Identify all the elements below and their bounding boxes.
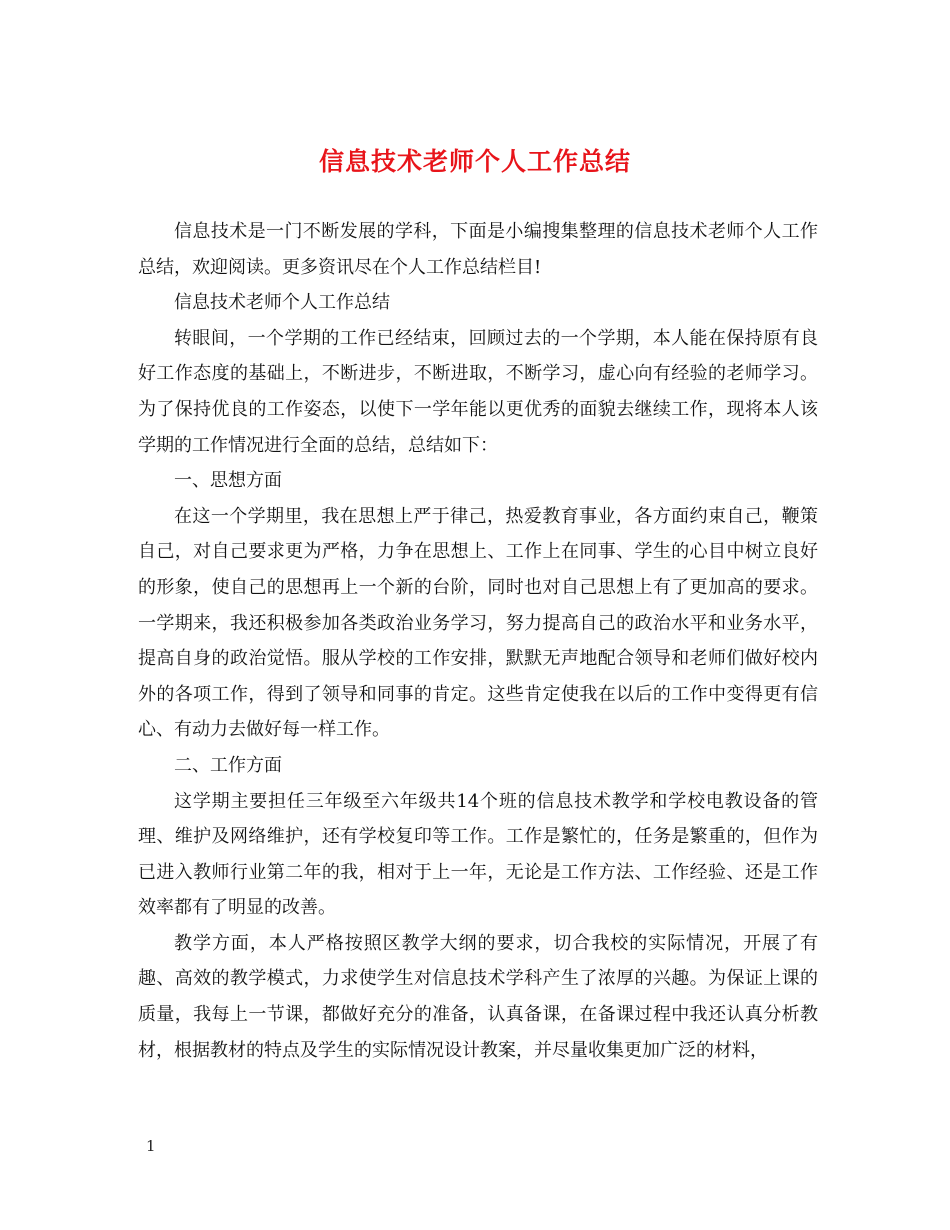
section-heading-thought: 一、思想方面 [174,470,282,492]
page-number: 1 [146,1137,156,1155]
subtitle-paragraph: 信息技术老师个人工作总结 [174,292,390,314]
work-paragraph: 这学期主要担任三年级至六年级共14个班的信息技术教学和学校电教设备的管理、维护及网络维护，还有学校复印等工作。工作是繁忙的，任务是繁重的，但作为已进入教师行业第二年的我，相对于上一年，无论是工作方法、工作经验、还是工作效率都有了明显的改善。 [138,790,818,919]
teaching-paragraph: 教学方面，本人严格按照区教学大纲的要求，切合我校的实际情况，开展了有趣、高效的教学模式，力求使学生对信息技术学科产生了浓厚的兴趣。为保证上课的质量，我每上一节课，都做好充分的准备，认真备课，在备课过程中我还认真分析教材，根据教材的特点及学生的实际情况设计教案，并尽量收集更加广泛的材料， [138,932,818,1061]
opening-paragraph: 转眼间，一个学期的工作已经结束，回顾过去的一个学期，本人能在保持原有良好工作态度的基础上，不断进步，不断进取，不断学习，虚心向有经验的老师学习。为了保持优良的工作姿态，以使下一学年能以更优秀的面貌去继续工作，现将本人该学期的工作情况进行全面的总结，总结如下： [138,327,818,456]
page-title: 信息技术老师个人工作总结 [318,147,631,176]
section-heading-work: 二、工作方面 [174,754,282,776]
intro-paragraph: 信息技术是一门不断发展的学科，下面是小编搜集整理的信息技术老师个人工作总结，欢迎阅读。更多资讯尽在个人工作总结栏目! [138,221,818,278]
document-body [138,214,818,1068]
thought-paragraph: 在这一个学期里，我在思想上严于律己，热爱教育事业，各方面约束自己，鞭策自己，对自己要求更为严格，力争在思想上、工作上在同事、学生的心目中树立良好的形象，使自己的思想再上一个新的台阶，同时也对自己思想上有了更加高的要求。一学期来，我还积极参加各类政治业务学习，努力提高自己的政治水平和业务水平，提高自身的政治觉悟。服从学校的工作安排，默默无声地配合领导和老师们做好校内外的各项工作，得到了领导和同事的肯定。这些肯定使我在以后的工作中变得更有信心、有动力去做好每一样工作。 [138,505,818,741]
